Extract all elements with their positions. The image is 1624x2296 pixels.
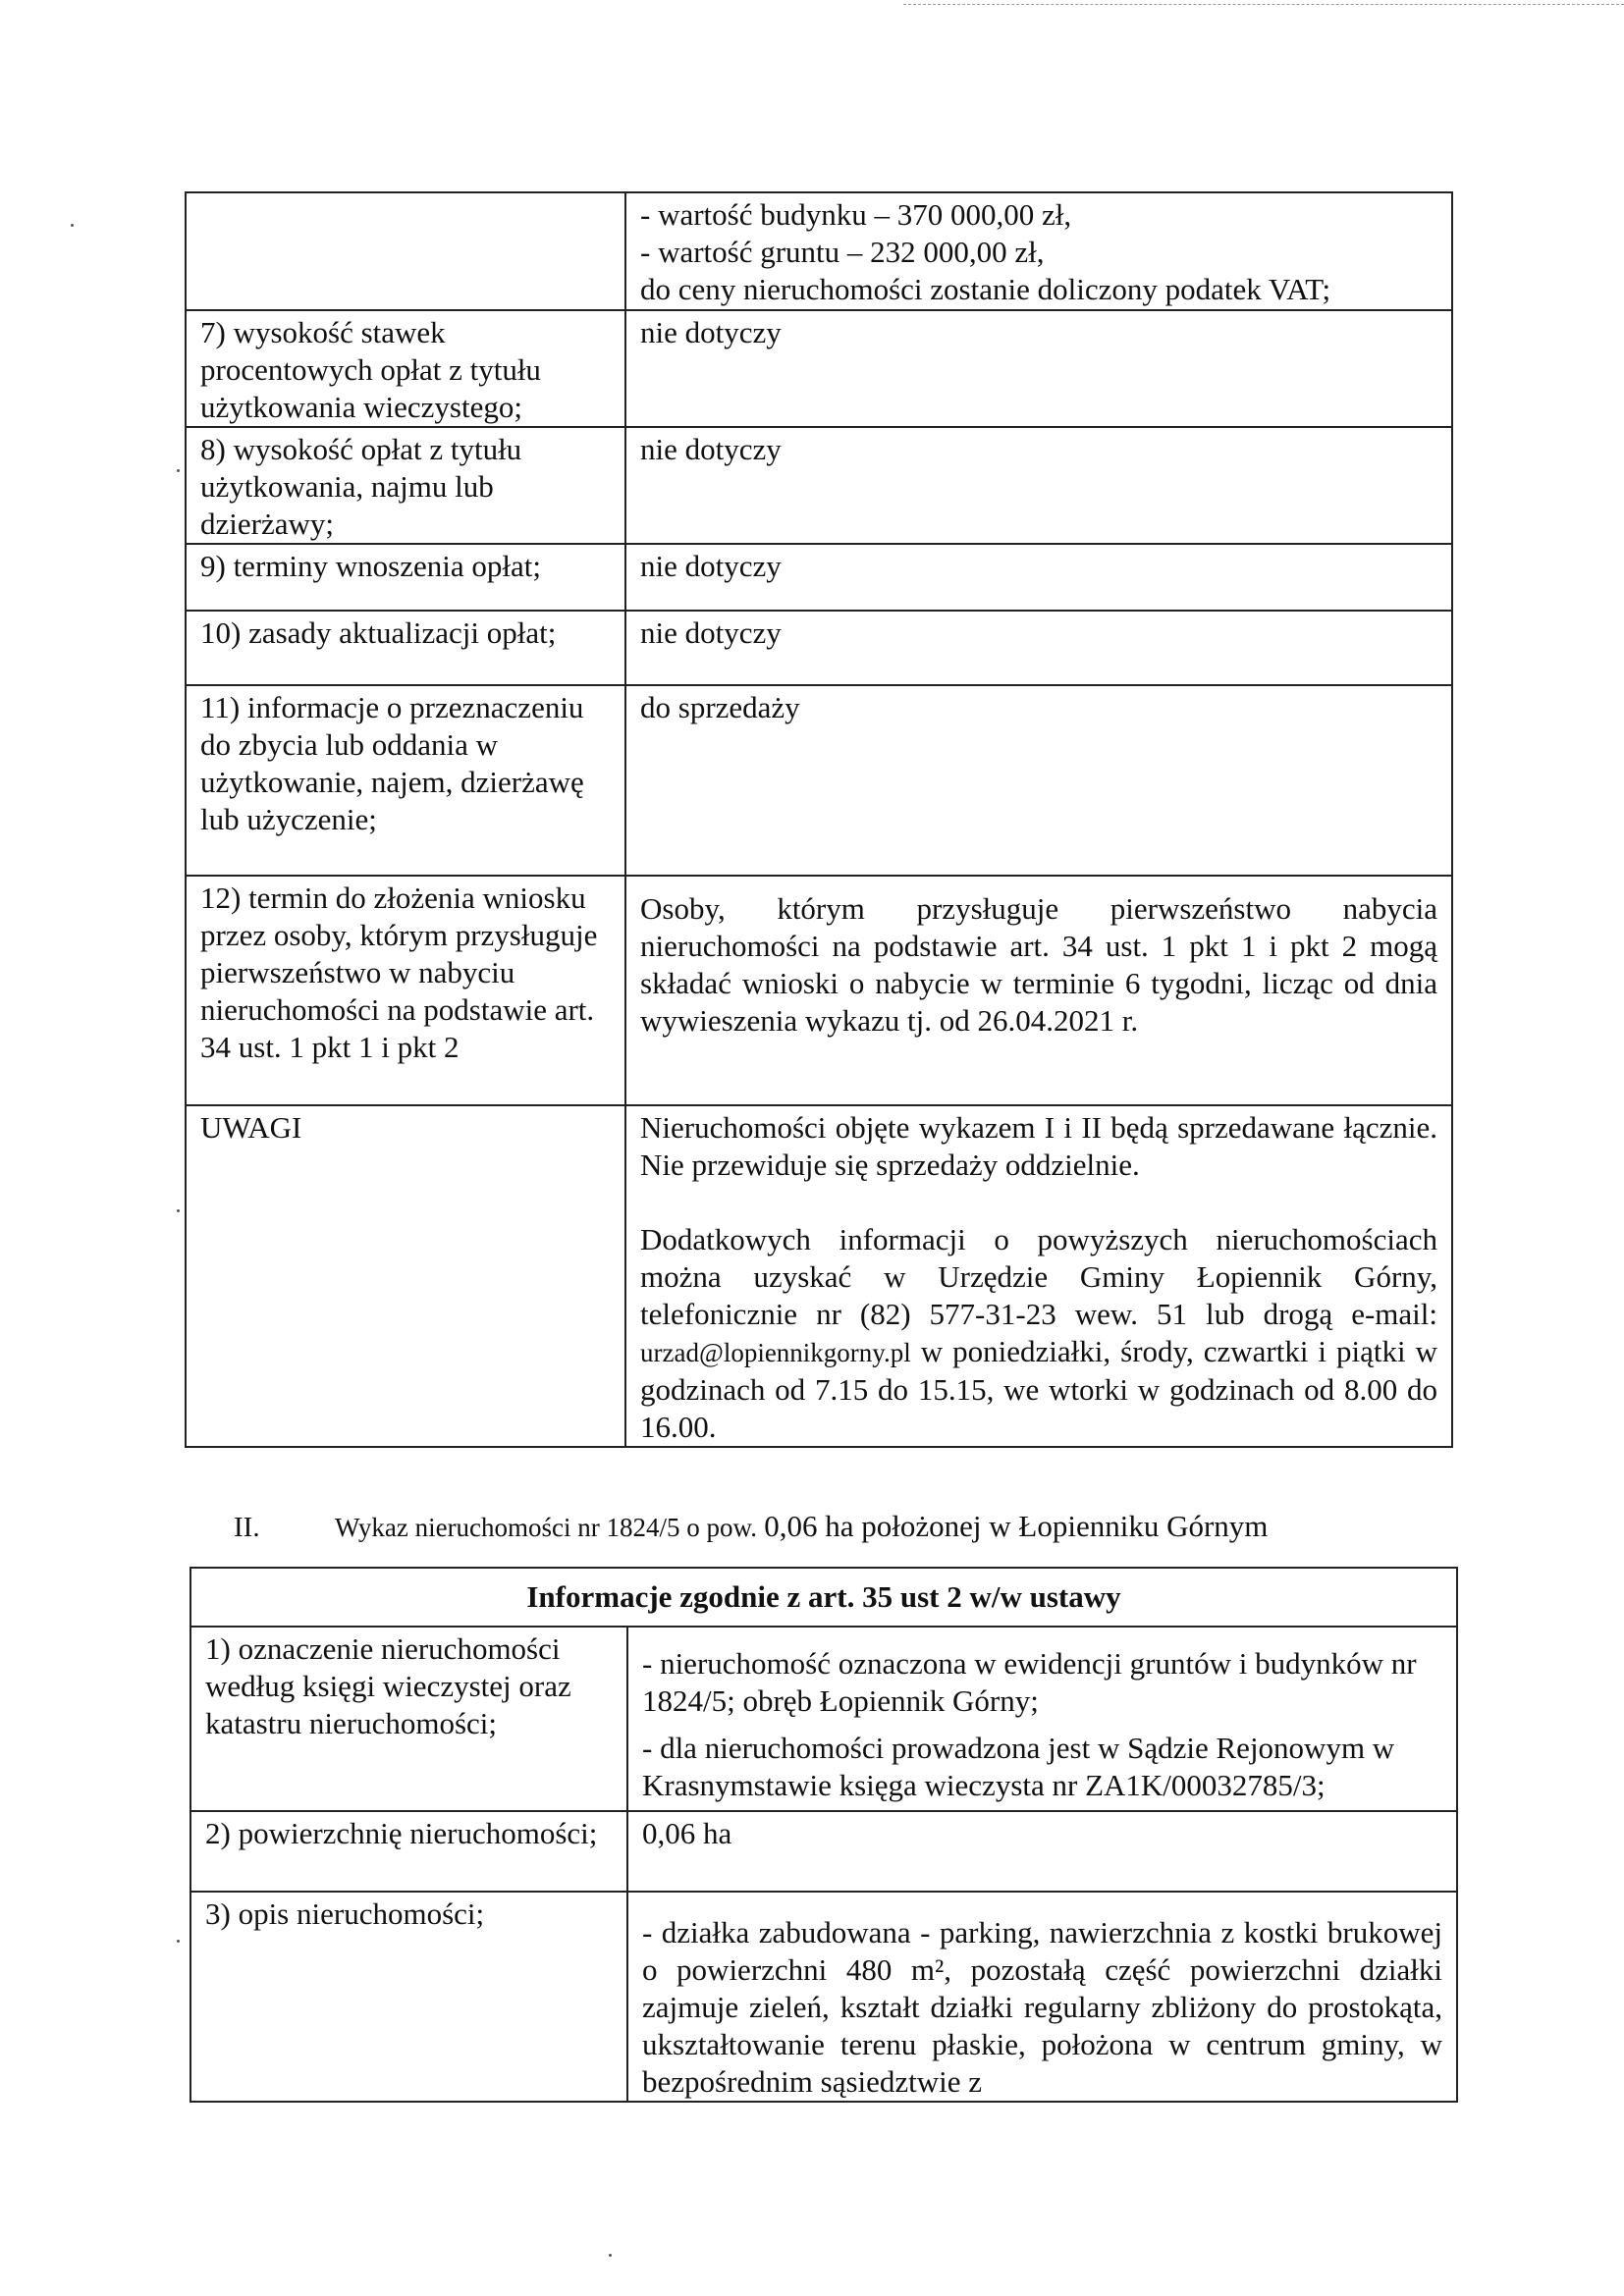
uwagi-value [625,1105,1452,1447]
table-row [186,544,1452,611]
table-row [186,192,1452,310]
empty-label-cell [186,192,625,310]
section-2-title [234,1509,1268,1544]
row-value: do sprzedaży [625,685,1452,876]
table-row [186,685,1452,876]
row-label: 10) zasady aktualizacji opłat; [186,611,625,685]
office-hours-text: w poniedziałki, środy, czwartki i piątki w godzinach od 7.15 do 15.15, we wtorki w godzinach od 8.00 do 16.00. [640,1334,1437,1444]
building-value: - wartość budynku – 370 000,00 zł, [640,197,1072,232]
table-header-row [190,1568,1457,1627]
row-label: 11) informacje o przeznaczeniu do zbycia lub oddania w użytkowanie, najem, dzierżawę lub użyczenie; [186,685,625,876]
row-value: nie dotyczy [625,310,1452,427]
row-label: 8) wysokość opłat z tytułu użytkowania, najmu lub dzierżawy; [186,427,625,544]
table-row [186,427,1452,544]
row-value: nie dotyczy [625,611,1452,685]
scan-speck [177,469,180,472]
row-value: nie dotyczy [625,544,1452,611]
value-cell [625,192,1452,310]
row-value [627,1627,1457,1811]
table-row-uwagi [186,1105,1452,1447]
scan-speck [177,1209,180,1212]
row-label: 1) oznaczenie nieruchomości według księgi wieczystej oraz katastru nieruchomości; [190,1627,627,1811]
registry-entry: - nieruchomość oznaczona w ewidencji gruntów i budynków nr 1824/5; obręb Łopiennik Górny; [642,1646,1417,1718]
row-value: 0,06 ha [627,1811,1457,1892]
section-number: II. [234,1512,260,1543]
scan-speck [609,2254,612,2257]
table-row [190,1627,1457,1811]
table-row [190,1892,1457,2102]
row-value: nie dotyczy [625,427,1452,544]
uwagi-paragraph-2 [640,1221,1437,1446]
row-label: 2) powierzchnię nieruchomości; [190,1811,627,1892]
property-info-table-1 [185,191,1453,1448]
contact-email: urzad@lopiennikgorny.pl [640,1338,911,1367]
vat-note: do ceny nieruchomości zostanie doliczony podatek VAT; [640,272,1331,306]
row-label: 12) termin do złożenia wniosku przez osoby, którym przysługuje pierwszeństwo w nabyciu nieruchomości na podstawie art. 34 ust. 1 pkt 1 i pkt 2 [186,876,625,1105]
row-label: 3) opis nieruchomości; [190,1892,627,2102]
land-register-entry: - dla nieruchomości prowadzona jest w Sądzie Rejonowym w Krasnymstawie księga wieczysta nr ZA1K/00032785/3; [642,1731,1395,1802]
scan-speck [71,224,74,227]
scan-speck [177,1940,180,1943]
table-row [186,611,1452,685]
contact-text: Dodatkowych informacji o powyższych nieruchomościach można uzyskać w Urzędzie Gminy Łopiennik Górny, telefonicznie nr (82) 577-31-23 wew. 51 lub drogą e-mail: [640,1222,1437,1331]
land-value: - wartość gruntu – 232 000,00 zł, [640,235,1045,269]
row-label: 9) terminy wnoszenia opłat; [186,544,625,611]
section-title-part-2: 0,06 ha położonej w Łopienniku Górnym [764,1509,1269,1543]
table-header: Informacje zgodnie z art. 35 ust 2 w/w ustawy [190,1568,1457,1627]
row-label: 7) wysokość stawek procentowych opłat z tytułu użytkowania wieczystego; [186,310,625,427]
section-title-part-1: Wykaz nieruchomości nr 1824/5 o pow. [335,1513,758,1542]
table-row [186,310,1452,427]
row-value: - działka zabudowana - parking, nawierzchnia z kostki brukowej o powierzchni 480 m², pozostałą część powierzchni działki zajmuje zieleń, kształt działki regularny zbliżony do prostokąta, ukształtowanie terenu płaskie, położona w centrum gminy, w bezpośrednim sąsiedztwie z [627,1892,1457,2102]
uwagi-label: UWAGI [186,1105,625,1447]
property-info-table-2 [189,1567,1458,2103]
scan-edge-line [903,4,1624,5]
row-value: Osoby, którym przysługuje pierwszeństwo nabycia nieruchomości na podstawie art. 34 ust. 1 pkt 1 i pkt 2 mogą składać wnioski o nabycie w terminie 6 tygodni, licząc od dnia wywieszenia wykazu tj. od 26.04.2021 r. [625,876,1452,1105]
table-row [190,1811,1457,1892]
table-row [186,876,1452,1105]
uwagi-paragraph-1: Nieruchomości objęte wykazem I i II będą sprzedawane łącznie. Nie przewiduje się sprzedaży oddzielnie. [640,1110,1437,1182]
